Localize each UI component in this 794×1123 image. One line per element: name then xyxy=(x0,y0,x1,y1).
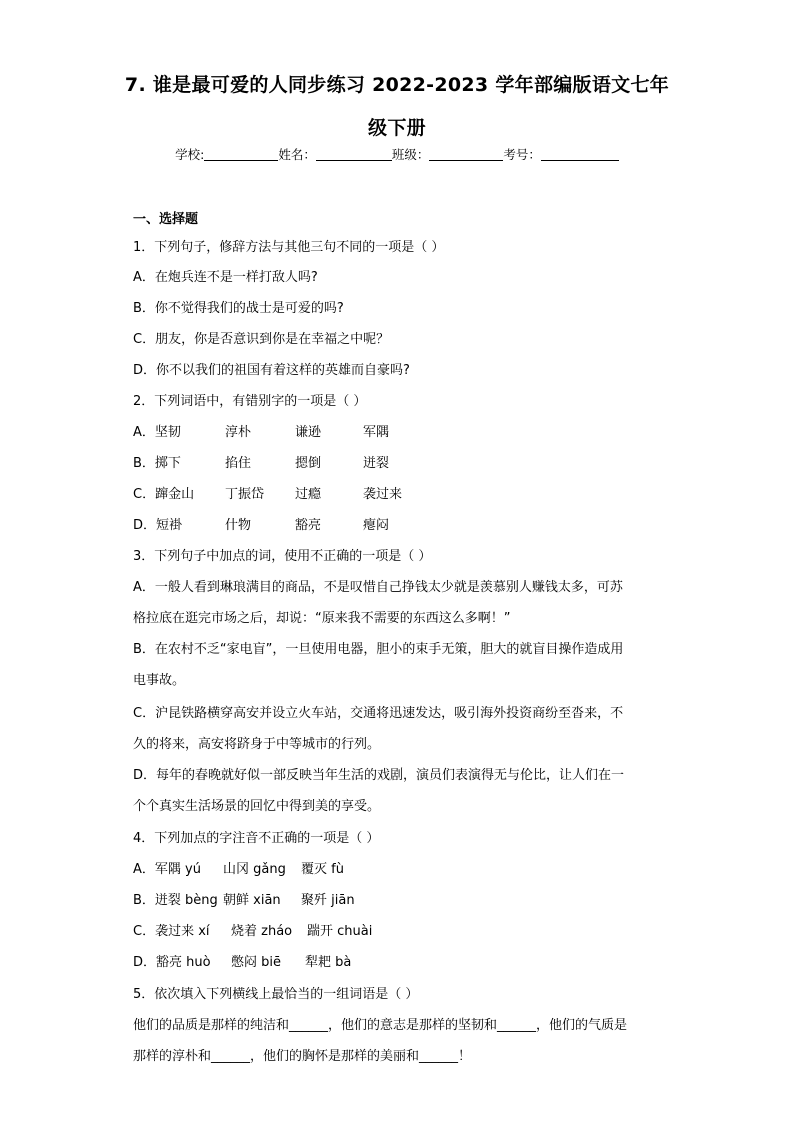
q1-option-b: B．你不觉得我们的战士是可爱的吗? xyxy=(133,301,344,316)
q2-option-a xyxy=(133,421,389,440)
q2-d-word2: 什物 xyxy=(225,518,252,533)
school-blank xyxy=(204,147,278,161)
document-title-line1: 7. 谁是最可爱的人同步练习 2022-2023 学年部编版语文七年 xyxy=(124,74,670,96)
examno-label: 考号： xyxy=(503,147,541,162)
q3-option-d-line2: 个个真实生活场景的回忆中得到美的享受。 xyxy=(133,799,381,814)
school-label: 学校: xyxy=(175,147,205,162)
name-blank xyxy=(316,147,392,161)
q2-d-word4: 瘪闷 xyxy=(363,518,390,533)
q2-b-word3: 摁倒 xyxy=(295,456,322,471)
q4-a-item3: 覆灭 fù xyxy=(301,862,344,877)
q3-option-a-line2: 格拉底在逛完市场之后，却说：“原来我不需要的东西这么多啊！” xyxy=(133,611,511,626)
q2-c-word3: 过瘾 xyxy=(295,487,322,502)
q2-a-word3: 谦逊 xyxy=(295,425,322,440)
q4-a-item2: 山冈 gǎng xyxy=(223,862,286,877)
q2-option-b xyxy=(133,452,389,471)
q2-stem: 2．下列词语中，有错别字的一项是（ ） xyxy=(133,394,367,409)
q4-option-a xyxy=(133,858,344,877)
q2-a-word4: 军隅 xyxy=(363,425,390,440)
q2-option-d xyxy=(133,514,389,533)
q3-option-a-line1: A．一般人看到琳琅满目的商品，不是叹惜自己挣钱太少就是羡慕别人赚钱太多，可苏 xyxy=(133,580,623,595)
q3-stem: 3．下列句子中加点的词，使用不正确的一项是（ ） xyxy=(133,549,432,564)
examno-blank xyxy=(541,147,619,161)
q5-paragraph-line1: 他们的品质是那样的纯洁和______，他们的意志是那样的坚韧和______，他们的气质是 xyxy=(133,1018,628,1033)
q4-c-item1: C．袭过来 xí xyxy=(133,924,210,939)
q1-option-d: D．你不以我们的祖国有着这样的英雄而自豪吗? xyxy=(133,363,410,378)
q2-c-word1: C．蹿金山 xyxy=(133,487,195,502)
q3-option-d-line1: D．每年的春晚就好似一部反映当年生活的戏剧，演员们表演得无与伦比，让人们在一 xyxy=(133,768,625,783)
document-title-line2: 级下册 xyxy=(368,117,426,139)
q4-stem: 4．下列加点的字注音不正确的一项是（ ） xyxy=(133,831,380,846)
q2-b-word4: 迸裂 xyxy=(363,456,390,471)
q4-option-c xyxy=(133,920,372,939)
q2-b-word1: B．掷下 xyxy=(133,456,181,471)
student-info-row xyxy=(0,145,794,163)
q2-b-word2: 掐住 xyxy=(225,456,252,471)
q4-c-item2: 烧着 zháo xyxy=(231,924,293,939)
q4-b-item3: 聚歼 jiān xyxy=(301,893,355,908)
q4-option-b xyxy=(133,889,355,908)
section-heading: 一、选择题 xyxy=(133,212,199,227)
class-label: 班级： xyxy=(391,147,430,162)
q1-stem: 1．下列句子，修辞方法与其他三句不同的一项是（ ） xyxy=(133,240,445,255)
q2-d-word3: 豁亮 xyxy=(295,518,322,533)
q4-d-item3: 犁耙 bà xyxy=(305,955,352,970)
q2-option-c xyxy=(133,483,402,502)
q2-a-word2: 淳朴 xyxy=(225,425,252,440)
q2-a-word1: A．坚韧 xyxy=(133,425,181,440)
q3-option-c-line1: C．沪昆铁路横穿高安并设立火车站，交通将迅速发达，吸引海外投资商纷至沓来，不 xyxy=(133,706,624,721)
q3-option-b-line2: 电事故。 xyxy=(133,673,186,688)
q4-d-item2: 憋闷 biē xyxy=(231,955,281,970)
q4-b-item1: B．迸裂 bèng xyxy=(133,893,218,908)
q2-c-word2: 丁振岱 xyxy=(225,487,265,502)
class-blank xyxy=(429,147,503,161)
q4-c-item3: 踹开 chuài xyxy=(307,924,373,939)
q1-option-a: A．在炮兵连不是一样打敌人吗? xyxy=(133,270,318,285)
q2-d-word1: D．短褂 xyxy=(133,518,183,533)
q4-a-item1: A．军隅 yú xyxy=(133,862,201,877)
q4-b-item2: 朝鲜 xiān xyxy=(223,893,281,908)
q3-option-b-line1: B．在农村不乏“家电盲”，一旦使用电器，胆小的束手无策，胆大的就盲目操作造成用 xyxy=(133,642,624,657)
q2-c-word4: 袭过来 xyxy=(363,487,403,502)
q5-paragraph-line2: 那样的淳朴和______，他们的胸怀是那样的美丽和______！ xyxy=(133,1049,472,1064)
q1-option-c: C．朋友，你是否意识到你是在幸福之中呢？ xyxy=(133,332,390,347)
name-label: 姓名： xyxy=(278,147,316,162)
q4-d-item1: D．豁亮 huò xyxy=(133,955,211,970)
q3-option-c-line2: 久的将来，高安将跻身于中等城市的行列。 xyxy=(133,737,381,752)
q4-option-d xyxy=(133,951,351,970)
q5-stem: 5．依次填入下列横线上最恰当的一组词语是（ ） xyxy=(133,987,419,1002)
